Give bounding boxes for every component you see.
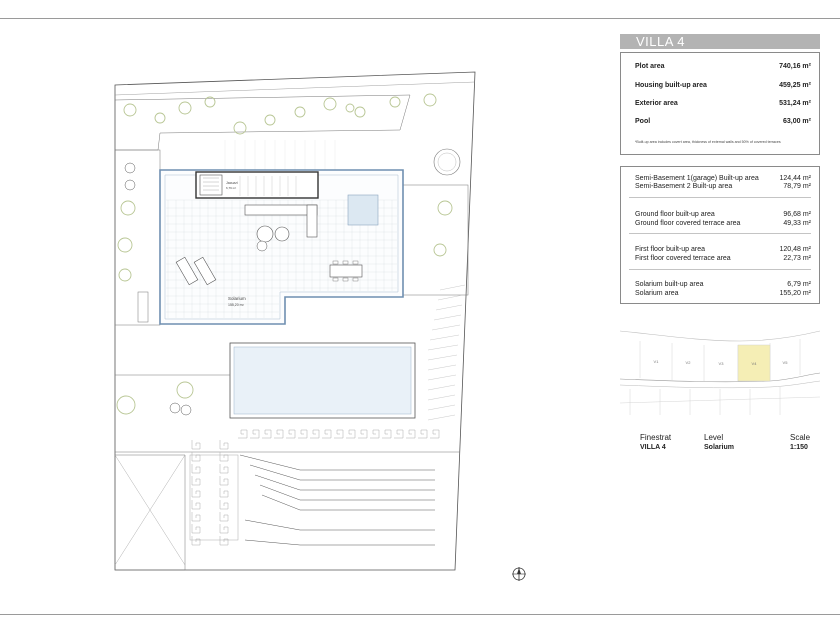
jacuzzi-label: Jacuzzi	[226, 181, 238, 185]
scale-value: 1:150	[790, 444, 808, 451]
area-row: Solarium area 155,20 m²	[635, 290, 811, 297]
villa-title: VILLA 4	[620, 34, 820, 49]
right-garden	[403, 185, 468, 295]
level-label: Level	[704, 433, 724, 442]
dining-table	[330, 265, 362, 277]
summary-row: Plot area 740,16 m²	[635, 63, 811, 70]
north-arrow-icon	[511, 566, 527, 582]
divider	[629, 233, 811, 234]
lot-label: V2	[685, 360, 691, 365]
lot-label: V4	[751, 361, 757, 366]
key-plan	[620, 323, 820, 418]
summary-row: Housing built-up area 459,25 m²	[635, 82, 811, 89]
svg-text:6,79 m²: 6,79 m²	[226, 186, 237, 190]
skylight	[348, 195, 378, 225]
area-row: First floor built-up area 120,48 m²	[635, 246, 811, 253]
area-row: First floor covered terrace area 22,73 m²	[635, 255, 811, 262]
area-row: Ground floor covered terrace area 49,33 m²	[635, 220, 811, 227]
lot-label: V5	[782, 360, 788, 365]
level-value: Solarium	[704, 444, 734, 451]
greek-key-border	[192, 430, 439, 545]
area-row: Semi-Basement 2 Built-up area 78,79 m²	[635, 183, 811, 190]
summary-row: Exterior area 531,24 m²	[635, 100, 811, 107]
svg-text:155,20 m²: 155,20 m²	[228, 303, 244, 307]
solarium-label: Solarium	[228, 296, 246, 301]
divider	[629, 197, 811, 198]
lower-stairs	[240, 455, 435, 545]
left-garden	[115, 150, 160, 325]
location-value: VILLA 4	[640, 444, 666, 451]
scale-label: Scale	[790, 433, 811, 442]
outdoor-sofa	[245, 205, 317, 215]
lot-label: V3	[718, 361, 724, 366]
area-row: Solarium built-up area 6,79 m²	[635, 281, 811, 288]
divider	[629, 269, 811, 270]
areas-table	[620, 166, 820, 304]
title-block	[640, 433, 820, 457]
area-row: Semi-Basement 1(garage) Built-up area 124,44 m²	[635, 175, 811, 182]
summary-row: Pool 63,00 m²	[635, 118, 811, 125]
stair-block	[196, 172, 318, 198]
built-up-note: *Built-up area includes covert area, thickness of external walls and 50% of covered terraces	[635, 140, 781, 144]
summary-table	[620, 52, 820, 155]
lot-label: V1	[653, 359, 659, 364]
area-row: Ground floor built-up area 96,68 m²	[635, 211, 811, 218]
terrace-grid-top	[225, 140, 335, 170]
location-label: Finestrat	[640, 433, 672, 442]
